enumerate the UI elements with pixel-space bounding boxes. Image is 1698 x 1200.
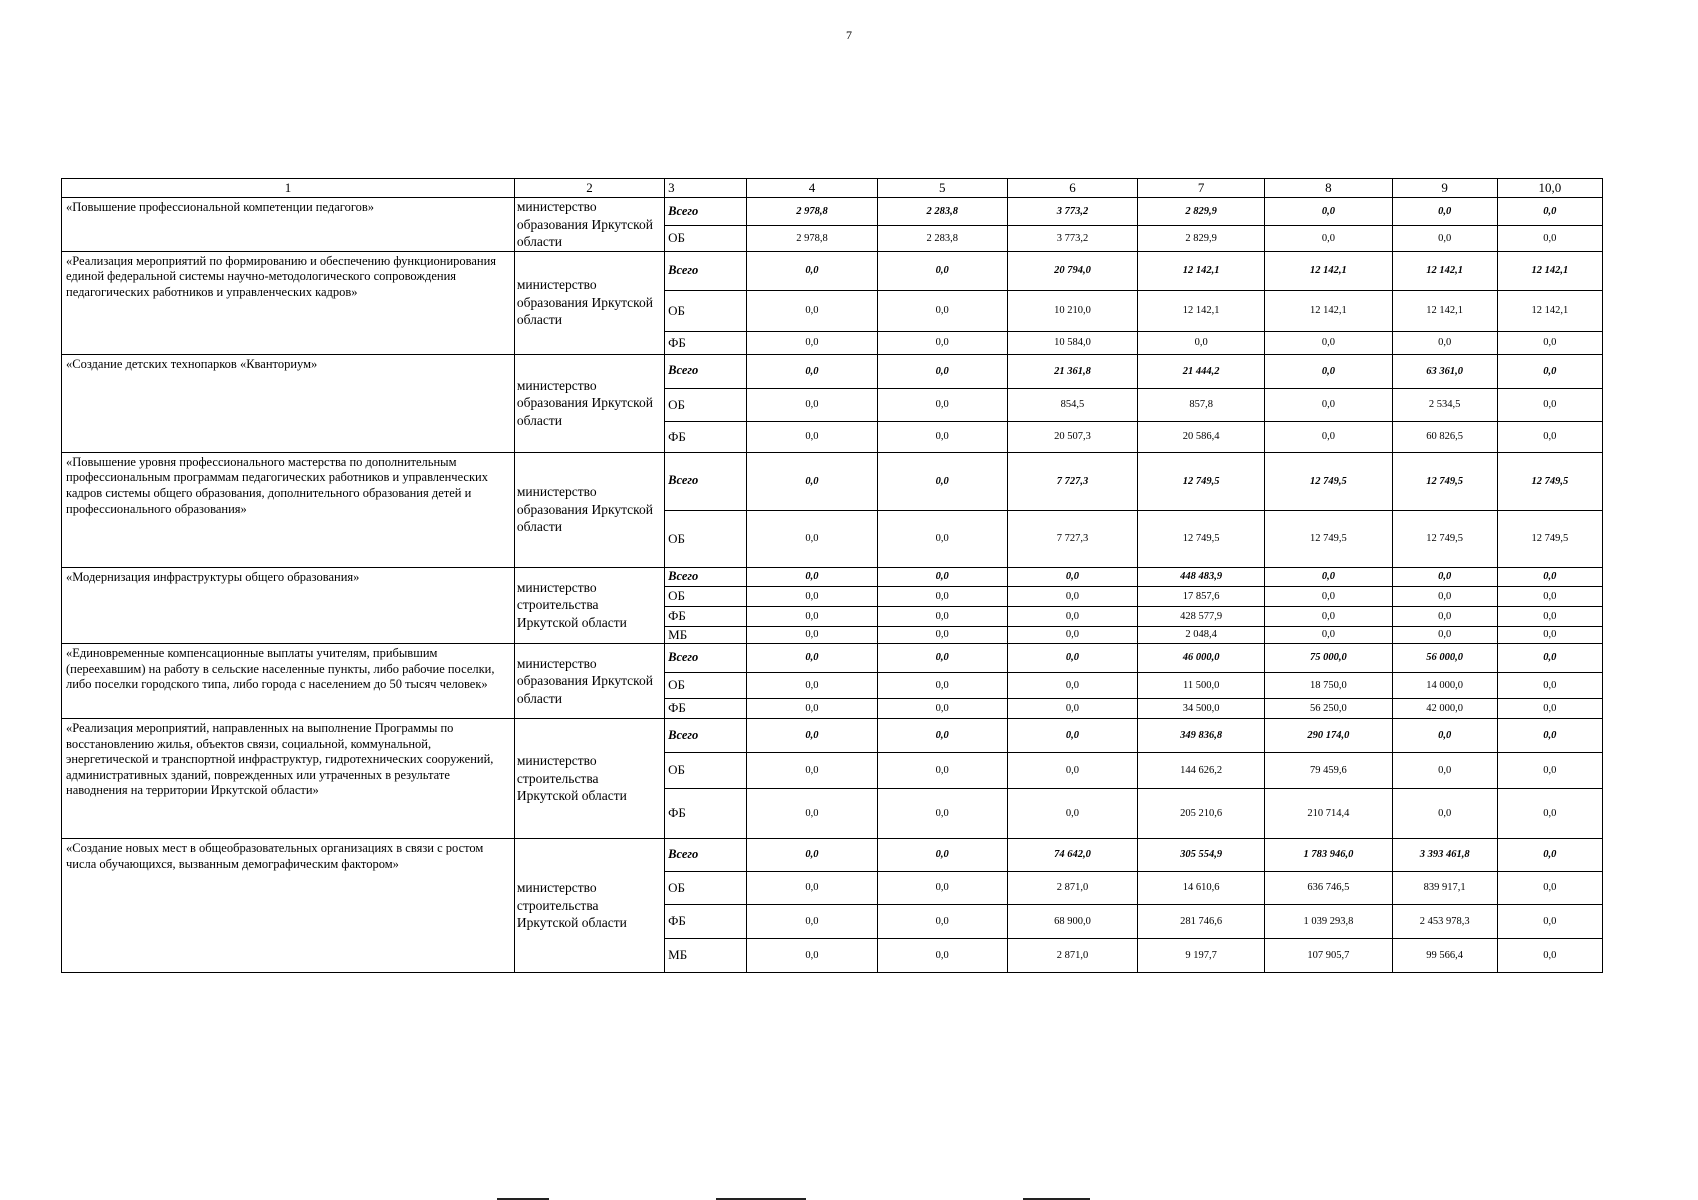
- value-cell: 0,0: [877, 421, 1007, 452]
- value-cell: 75 000,0: [1265, 643, 1392, 672]
- value-cell: 0,0: [1265, 388, 1392, 421]
- executor-cell: министерство образования Иркутской области: [514, 251, 664, 354]
- value-cell: 0,0: [877, 718, 1007, 752]
- value-cell: 12 142,1: [1265, 290, 1392, 331]
- value-cell: 0,0: [877, 838, 1007, 871]
- value-cell: 0,0: [1392, 788, 1497, 838]
- value-cell: 0,0: [877, 643, 1007, 672]
- value-cell: 0,0: [1265, 225, 1392, 251]
- value-cell: 3 773,2: [1007, 198, 1137, 226]
- table-row: [62, 198, 1603, 226]
- value-cell: 0,0: [877, 331, 1007, 354]
- value-cell: 0,0: [747, 331, 877, 354]
- funding-source-cell: ОБ: [665, 871, 747, 904]
- value-cell: 0,0: [1392, 331, 1497, 354]
- value-cell: 0,0: [747, 871, 877, 904]
- value-cell: 0,0: [1497, 718, 1602, 752]
- value-cell: 0,0: [1007, 643, 1137, 672]
- funding-source-cell: ОБ: [665, 225, 747, 251]
- value-cell: 0,0: [747, 567, 877, 586]
- value-cell: 0,0: [1497, 698, 1602, 718]
- value-cell: 0,0: [747, 251, 877, 290]
- funding-source-cell: ОБ: [665, 290, 747, 331]
- value-cell: 0,0: [747, 290, 877, 331]
- funding-source-cell: Всего: [665, 643, 747, 672]
- value-cell: 0,0: [747, 788, 877, 838]
- value-cell: 2 048,4: [1138, 626, 1265, 643]
- value-cell: 0,0: [1392, 225, 1497, 251]
- value-cell: 0,0: [1497, 331, 1602, 354]
- page-number: 7: [846, 28, 852, 42]
- value-cell: 0,0: [877, 510, 1007, 567]
- value-cell: 2 829,9: [1138, 225, 1265, 251]
- value-cell: 0,0: [877, 672, 1007, 698]
- value-cell: 7 727,3: [1007, 510, 1137, 567]
- value-cell: 12 749,5: [1497, 510, 1602, 567]
- value-cell: 0,0: [1007, 567, 1137, 586]
- value-cell: 12 749,5: [1392, 452, 1497, 510]
- value-cell: 205 210,6: [1138, 788, 1265, 838]
- value-cell: 0,0: [1497, 672, 1602, 698]
- value-cell: 0,0: [1007, 606, 1137, 626]
- value-cell: 0,0: [1007, 752, 1137, 788]
- budget-table: [61, 178, 1603, 973]
- executor-cell: министерство образования Иркутской области: [514, 452, 664, 567]
- header-cell: 8: [1265, 179, 1392, 198]
- value-cell: 12 142,1: [1497, 251, 1602, 290]
- table-row: [62, 354, 1603, 388]
- value-cell: 10 210,0: [1007, 290, 1137, 331]
- value-cell: 0,0: [877, 586, 1007, 606]
- header-cell: 3: [665, 179, 747, 198]
- value-cell: 0,0: [747, 672, 877, 698]
- header-cell: 1: [62, 179, 515, 198]
- value-cell: 210 714,4: [1265, 788, 1392, 838]
- value-cell: 0,0: [1497, 643, 1602, 672]
- value-cell: 79 459,6: [1265, 752, 1392, 788]
- executor-cell: министерство строительства Иркутской области: [514, 718, 664, 838]
- value-cell: 14 000,0: [1392, 672, 1497, 698]
- executor-cell: министерство строительства Иркутской области: [514, 567, 664, 643]
- value-cell: 0,0: [1138, 331, 1265, 354]
- value-cell: 2 871,0: [1007, 938, 1137, 972]
- value-cell: 0,0: [1392, 586, 1497, 606]
- funding-source-cell: ОБ: [665, 672, 747, 698]
- value-cell: 17 857,6: [1138, 586, 1265, 606]
- value-cell: 1 039 293,8: [1265, 904, 1392, 938]
- value-cell: 0,0: [1497, 586, 1602, 606]
- funding-source-cell: Всего: [665, 452, 747, 510]
- value-cell: 7 727,3: [1007, 452, 1137, 510]
- value-cell: 0,0: [877, 626, 1007, 643]
- funding-source-cell: Всего: [665, 718, 747, 752]
- value-cell: 0,0: [1497, 567, 1602, 586]
- funding-source-cell: ФБ: [665, 331, 747, 354]
- value-cell: 20 507,3: [1007, 421, 1137, 452]
- measure-name: «Модернизация инфраструктуры общего образования»: [62, 567, 515, 643]
- funding-source-cell: ФБ: [665, 904, 747, 938]
- value-cell: 68 900,0: [1007, 904, 1137, 938]
- value-cell: 12 749,5: [1265, 510, 1392, 567]
- value-cell: 1 783 946,0: [1265, 838, 1392, 871]
- value-cell: 144 626,2: [1138, 752, 1265, 788]
- value-cell: 12 142,1: [1497, 290, 1602, 331]
- value-cell: 0,0: [877, 452, 1007, 510]
- value-cell: 0,0: [1007, 586, 1137, 606]
- value-cell: 0,0: [1265, 586, 1392, 606]
- value-cell: 42 000,0: [1392, 698, 1497, 718]
- value-cell: 0,0: [747, 718, 877, 752]
- measure-name: «Единовременные компенсационные выплаты учителям, прибывшим (переехавшим) на работу в сельские населенные пункты, либо рабочие поселки, либо поселки городского типа, либо города с населением до 50 тысяч человек»: [62, 643, 515, 718]
- measure-name: «Создание детских технопарков «Кванториум»: [62, 354, 515, 452]
- value-cell: 60 826,5: [1392, 421, 1497, 452]
- value-cell: 0,0: [1497, 198, 1602, 226]
- table-row: [62, 452, 1603, 510]
- header-cell: 7: [1138, 179, 1265, 198]
- value-cell: 0,0: [877, 567, 1007, 586]
- measure-name: «Реализация мероприятий по формированию и обеспечению функционирования единой федеральной системы научно-методологического сопровождения педагогических работников и управленческих кадров»: [62, 251, 515, 354]
- value-cell: 63 361,0: [1392, 354, 1497, 388]
- value-cell: 854,5: [1007, 388, 1137, 421]
- funding-source-cell: ОБ: [665, 586, 747, 606]
- value-cell: 0,0: [877, 698, 1007, 718]
- value-cell: 20 794,0: [1007, 251, 1137, 290]
- funding-source-cell: ФБ: [665, 698, 747, 718]
- value-cell: 0,0: [747, 752, 877, 788]
- value-cell: 10 584,0: [1007, 331, 1137, 354]
- value-cell: 12 749,5: [1497, 452, 1602, 510]
- header-cell: 5: [877, 179, 1007, 198]
- table-row: [62, 567, 1603, 586]
- value-cell: 2 978,8: [747, 198, 877, 226]
- header-cell: 2: [514, 179, 664, 198]
- value-cell: 0,0: [1497, 788, 1602, 838]
- value-cell: 0,0: [877, 290, 1007, 331]
- value-cell: 2 283,8: [877, 225, 1007, 251]
- value-cell: 21 361,8: [1007, 354, 1137, 388]
- value-cell: 0,0: [877, 904, 1007, 938]
- measure-name: «Реализация мероприятий, направленных на выполнение Программы по восстановлению жилья, объектов связи, социальной, коммунальной, энергетической и транспортной инфраструктур, гидротехнических сооружений, административных зданий, поврежденных или утраченных в результате наводнения на территории Иркутской области»: [62, 718, 515, 838]
- value-cell: 0,0: [1392, 752, 1497, 788]
- value-cell: 0,0: [1497, 904, 1602, 938]
- value-cell: 0,0: [1265, 626, 1392, 643]
- value-cell: 0,0: [1007, 626, 1137, 643]
- value-cell: 3 393 461,8: [1392, 838, 1497, 871]
- value-cell: 0,0: [747, 606, 877, 626]
- funding-source-cell: ФБ: [665, 788, 747, 838]
- value-cell: 12 142,1: [1138, 290, 1265, 331]
- value-cell: 0,0: [1392, 718, 1497, 752]
- table-row: [62, 718, 1603, 752]
- value-cell: 0,0: [877, 938, 1007, 972]
- value-cell: 0,0: [1007, 788, 1137, 838]
- value-cell: 12 142,1: [1392, 290, 1497, 331]
- funding-source-cell: ОБ: [665, 510, 747, 567]
- measure-name: «Повышение профессиональной компетенции педагогов»: [62, 198, 515, 252]
- executor-cell: министерство образования Иркутской области: [514, 198, 664, 252]
- funding-source-cell: Всего: [665, 251, 747, 290]
- funding-source-cell: ФБ: [665, 606, 747, 626]
- value-cell: 99 566,4: [1392, 938, 1497, 972]
- value-cell: 11 500,0: [1138, 672, 1265, 698]
- value-cell: 0,0: [1497, 354, 1602, 388]
- funding-source-cell: МБ: [665, 626, 747, 643]
- value-cell: 46 000,0: [1138, 643, 1265, 672]
- value-cell: 12 142,1: [1392, 251, 1497, 290]
- header-cell: 9: [1392, 179, 1497, 198]
- value-cell: 0,0: [1392, 626, 1497, 643]
- value-cell: 0,0: [747, 838, 877, 871]
- value-cell: 21 444,2: [1138, 354, 1265, 388]
- funding-source-cell: ОБ: [665, 388, 747, 421]
- funding-source-cell: Всего: [665, 567, 747, 586]
- value-cell: 34 500,0: [1138, 698, 1265, 718]
- value-cell: 448 483,9: [1138, 567, 1265, 586]
- executor-cell: министерство строительства Иркутской области: [514, 838, 664, 972]
- value-cell: 0,0: [877, 388, 1007, 421]
- value-cell: 0,0: [1497, 606, 1602, 626]
- value-cell: 2 283,8: [877, 198, 1007, 226]
- value-cell: 0,0: [877, 606, 1007, 626]
- value-cell: 107 905,7: [1265, 938, 1392, 972]
- value-cell: 305 554,9: [1138, 838, 1265, 871]
- value-cell: 3 773,2: [1007, 225, 1137, 251]
- executor-cell: министерство образования Иркутской области: [514, 643, 664, 718]
- value-cell: 56 250,0: [1265, 698, 1392, 718]
- value-cell: 0,0: [1497, 838, 1602, 871]
- value-cell: 12 749,5: [1138, 510, 1265, 567]
- value-cell: 0,0: [1392, 606, 1497, 626]
- value-cell: 74 642,0: [1007, 838, 1137, 871]
- value-cell: 857,8: [1138, 388, 1265, 421]
- funding-source-cell: ОБ: [665, 752, 747, 788]
- table-row: [62, 643, 1603, 672]
- value-cell: 12 749,5: [1392, 510, 1497, 567]
- value-cell: 0,0: [877, 752, 1007, 788]
- value-cell: 0,0: [1497, 871, 1602, 904]
- value-cell: 0,0: [877, 788, 1007, 838]
- value-cell: 2 829,9: [1138, 198, 1265, 226]
- value-cell: 0,0: [1007, 718, 1137, 752]
- value-cell: 0,0: [1497, 225, 1602, 251]
- header-cell: 6: [1007, 179, 1137, 198]
- value-cell: 0,0: [747, 698, 877, 718]
- header-row: [62, 179, 1603, 198]
- value-cell: 0,0: [747, 626, 877, 643]
- funding-source-cell: МБ: [665, 938, 747, 972]
- value-cell: 0,0: [747, 586, 877, 606]
- value-cell: 0,0: [1392, 567, 1497, 586]
- value-cell: 14 610,6: [1138, 871, 1265, 904]
- value-cell: 0,0: [1265, 354, 1392, 388]
- value-cell: 0,0: [1007, 672, 1137, 698]
- value-cell: 0,0: [1497, 752, 1602, 788]
- executor-cell: министерство образования Иркутской области: [514, 354, 664, 452]
- funding-source-cell: Всего: [665, 838, 747, 871]
- value-cell: 0,0: [877, 251, 1007, 290]
- value-cell: 2 534,5: [1392, 388, 1497, 421]
- value-cell: 2 871,0: [1007, 871, 1137, 904]
- value-cell: 0,0: [1392, 198, 1497, 226]
- value-cell: 0,0: [1265, 606, 1392, 626]
- value-cell: 12 749,5: [1265, 452, 1392, 510]
- value-cell: 56 000,0: [1392, 643, 1497, 672]
- value-cell: 0,0: [1497, 421, 1602, 452]
- funding-source-cell: Всего: [665, 354, 747, 388]
- value-cell: 12 749,5: [1138, 452, 1265, 510]
- value-cell: 0,0: [1265, 421, 1392, 452]
- value-cell: 12 142,1: [1138, 251, 1265, 290]
- value-cell: 281 746,6: [1138, 904, 1265, 938]
- value-cell: 0,0: [1007, 698, 1137, 718]
- header-cell: 4: [747, 179, 877, 198]
- value-cell: 839 917,1: [1392, 871, 1497, 904]
- funding-source-cell: Всего: [665, 198, 747, 226]
- value-cell: 12 142,1: [1265, 251, 1392, 290]
- value-cell: 0,0: [747, 388, 877, 421]
- value-cell: 349 836,8: [1138, 718, 1265, 752]
- value-cell: 0,0: [747, 510, 877, 567]
- table-row: [62, 251, 1603, 290]
- value-cell: 0,0: [1265, 331, 1392, 354]
- value-cell: 636 746,5: [1265, 871, 1392, 904]
- value-cell: 0,0: [747, 452, 877, 510]
- value-cell: 9 197,7: [1138, 938, 1265, 972]
- value-cell: 2 978,8: [747, 225, 877, 251]
- value-cell: 0,0: [747, 904, 877, 938]
- value-cell: 0,0: [747, 938, 877, 972]
- funding-source-cell: ФБ: [665, 421, 747, 452]
- value-cell: 290 174,0: [1265, 718, 1392, 752]
- measure-name: «Повышение уровня профессионального мастерства по дополнительным профессиональным программам педагогических работников и управленческих кадров системы общего образования, дополнительного образования детей и профессионального образования»: [62, 452, 515, 567]
- value-cell: 0,0: [1265, 198, 1392, 226]
- value-cell: 0,0: [747, 354, 877, 388]
- value-cell: 0,0: [1497, 938, 1602, 972]
- value-cell: 0,0: [1497, 388, 1602, 421]
- value-cell: 0,0: [877, 354, 1007, 388]
- value-cell: 0,0: [747, 643, 877, 672]
- value-cell: 20 586,4: [1138, 421, 1265, 452]
- value-cell: 18 750,0: [1265, 672, 1392, 698]
- value-cell: 0,0: [877, 871, 1007, 904]
- value-cell: 428 577,9: [1138, 606, 1265, 626]
- measure-name: «Создание новых мест в общеобразовательных организациях в связи с ростом числа обучающихся, вызванным демографическим фактором»: [62, 838, 515, 972]
- value-cell: 2 453 978,3: [1392, 904, 1497, 938]
- header-cell: 10,0: [1497, 179, 1602, 198]
- table-row: [62, 838, 1603, 871]
- value-cell: 0,0: [1265, 567, 1392, 586]
- value-cell: 0,0: [747, 421, 877, 452]
- value-cell: 0,0: [1497, 626, 1602, 643]
